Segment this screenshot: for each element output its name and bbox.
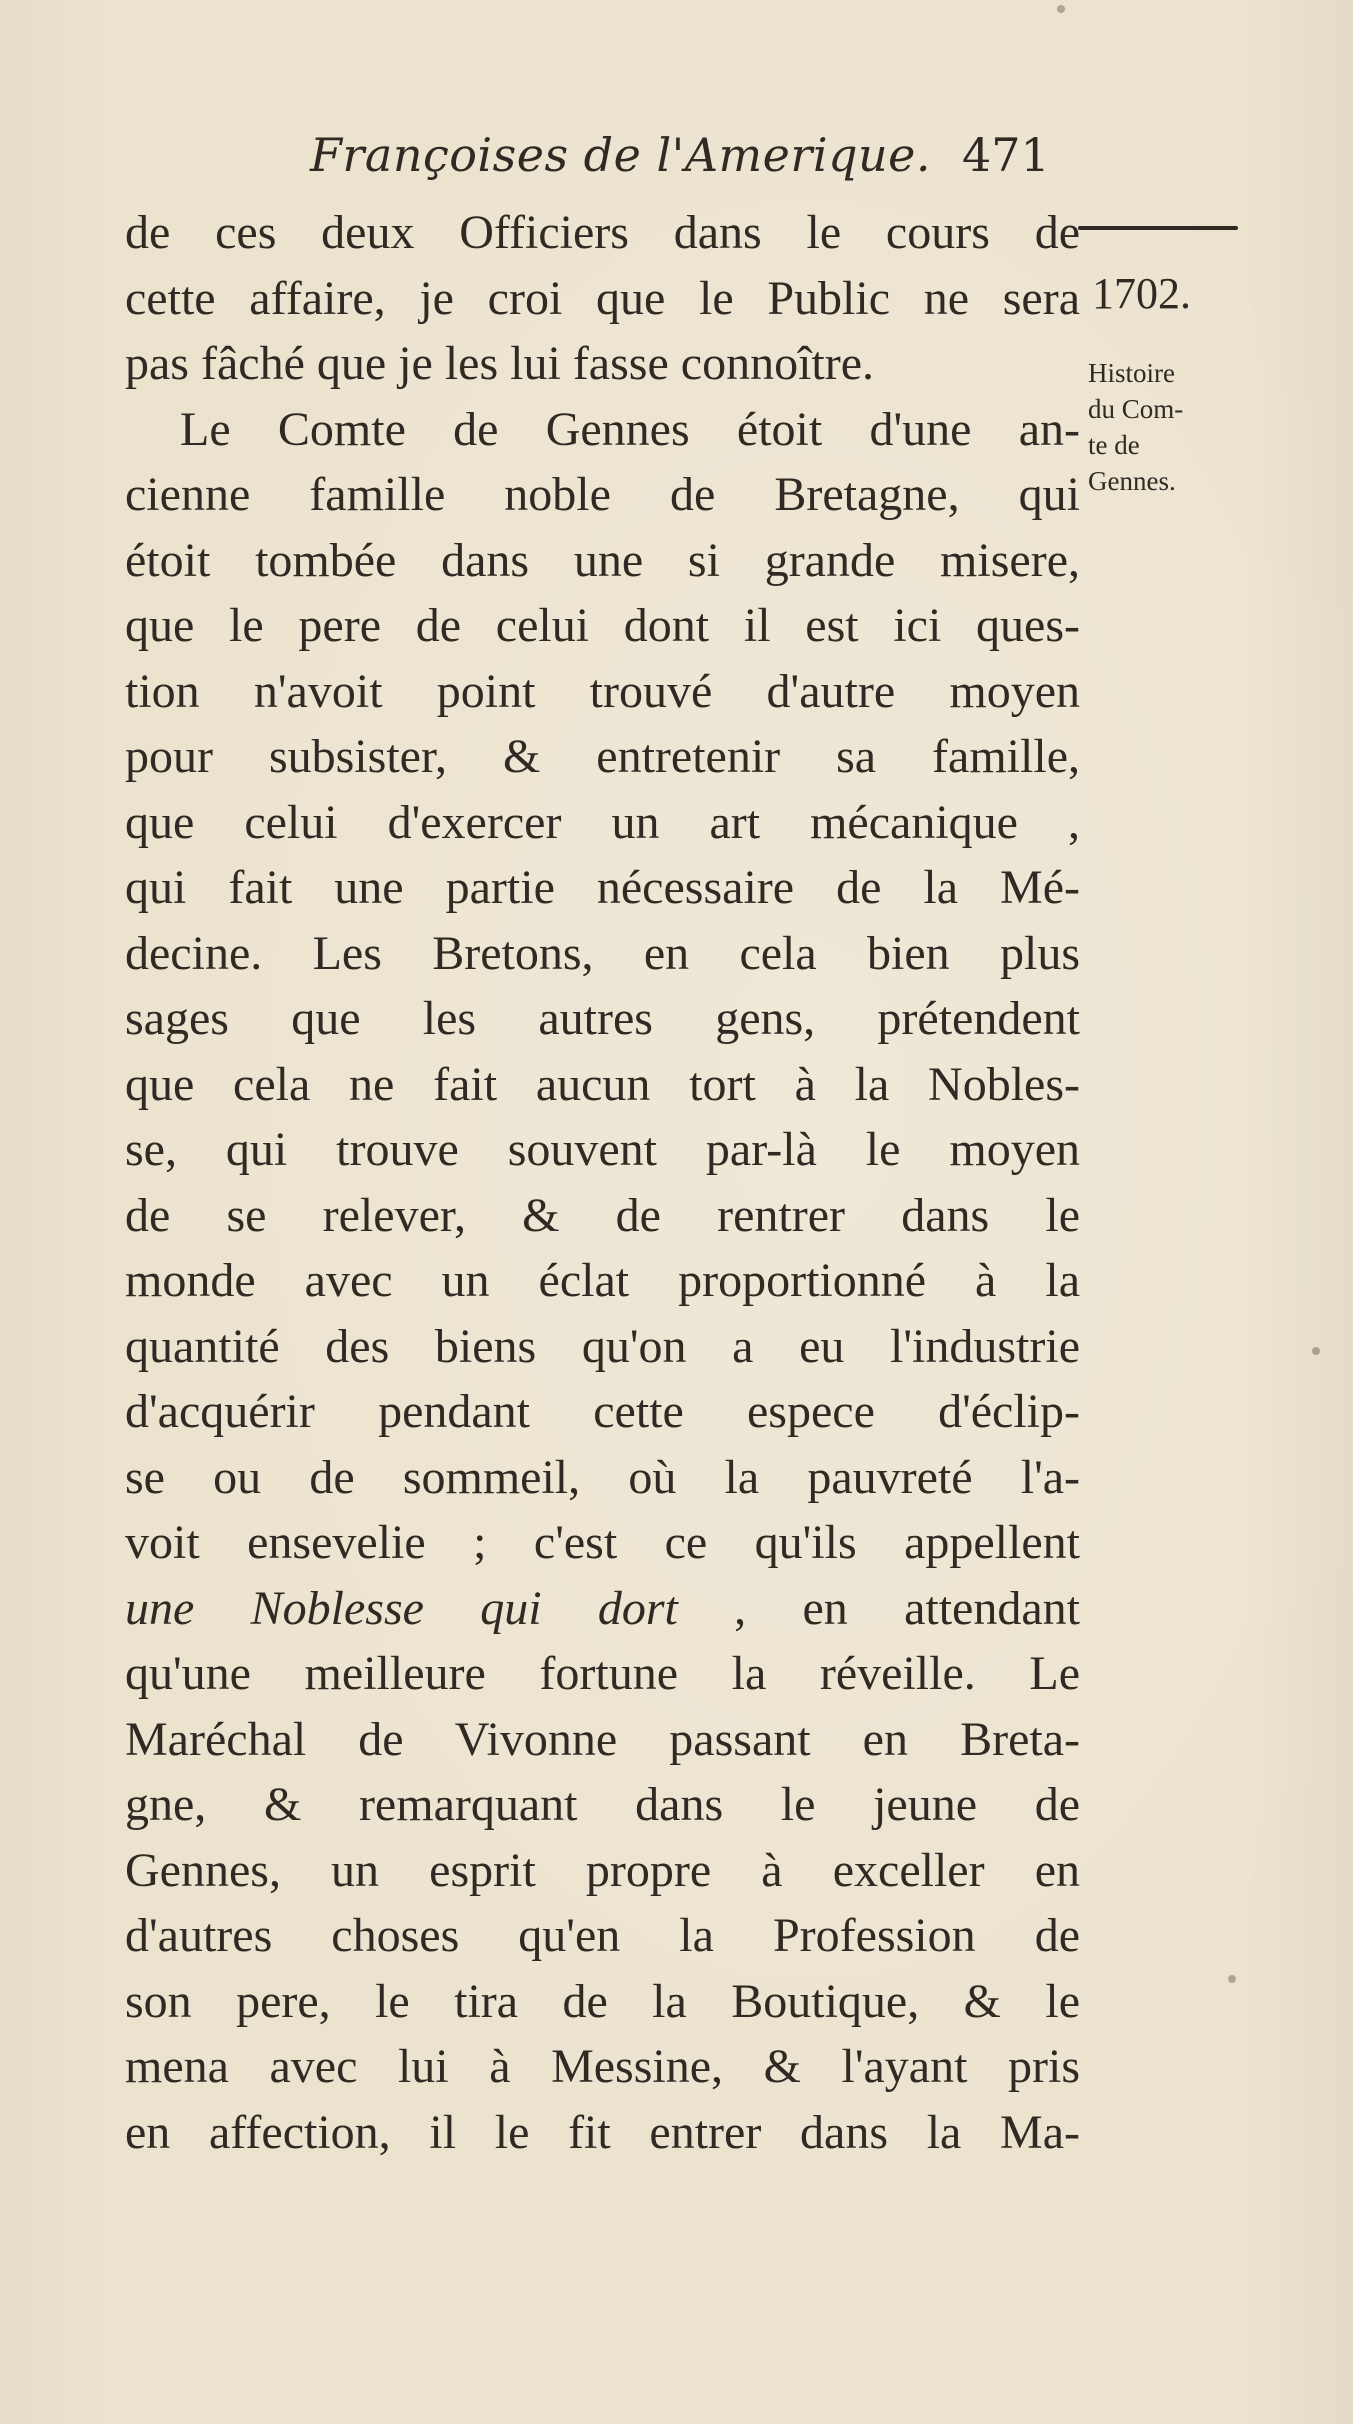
text-line: decine. Les Bretons, en cela bien plus — [125, 926, 1080, 980]
text-line: qu'une meilleure fortune la réveille. Le — [125, 1647, 1080, 1700]
margin-year: 1702. — [1092, 269, 1191, 318]
text-line: gne, & remarquant dans le jeune de — [125, 1778, 1080, 1831]
text-line: cette affaire, je croi que le Public ne sera — [125, 271, 1080, 325]
text-line: d'autres choses qu'en la Profession de — [125, 1909, 1080, 1962]
text-line: se ou de sommeil, où la pauvreté l'a- — [125, 1450, 1080, 1504]
italic-phrase: une Noblesse qui dort — [125, 1581, 678, 1635]
text-line: mena avec lui à Messine, & l'ayant pris — [125, 2040, 1080, 2093]
text-line: Gennes, un esprit propre à exceller en — [125, 1843, 1080, 1897]
body-text — [125, 200, 1080, 2165]
text-line: pas fâché que je les lui fasse connoître. — [125, 337, 875, 390]
paper-speck — [1228, 1975, 1236, 1983]
paragraph-start-line: Le Comte de Gennes étoit d'une an- — [180, 402, 1080, 456]
text-line: de ces deux Officiers dans le cours de — [125, 206, 1080, 259]
margin-note-line: du Com- — [1088, 394, 1184, 424]
text-line: son pere, le tira de la Boutique, & le — [125, 1974, 1080, 2028]
text-line: que celui d'exercer un art mécanique , — [125, 795, 1080, 849]
text-line: que cela ne fait aucun tort à la Nobles- — [125, 1057, 1080, 1111]
text-line: en affection, il le fit entrer dans la Ma- — [125, 2105, 1080, 2159]
text-line: que le pere de celui dont il est ici ques- — [125, 599, 1080, 652]
text-line: voit ensevelie ; c'est ce qu'ils appellent — [125, 1516, 1080, 1569]
margin-note — [1088, 355, 1238, 499]
text-line: d'acquérir pendant cette espece d'éclip- — [125, 1385, 1080, 1438]
paper-speck — [1312, 1347, 1320, 1355]
margin-note-line: Histoire — [1088, 358, 1175, 388]
text-line: cienne famille noble de Bretagne, qui — [125, 468, 1080, 521]
text-line: monde avec un éclat proportionné à la — [125, 1254, 1080, 1307]
italic-phrase-line — [125, 1576, 1080, 1642]
text-line: pour subsister, & entretenir sa famille, — [125, 730, 1080, 783]
text-line: tion n'avoit point trouvé d'autre moyen — [125, 664, 1080, 718]
margin-note-line: Gennes. — [1088, 466, 1176, 496]
margin-note-line: te de — [1088, 430, 1140, 460]
page-number: 471 — [962, 128, 1050, 182]
text-line: de se relever, & de rentrer dans le — [125, 1188, 1080, 1242]
text-line: qui fait une partie nécessaire de la Mé- — [125, 861, 1080, 914]
italic-line-rest: , en attendant — [734, 1581, 1080, 1635]
paper-speck — [1057, 5, 1065, 13]
margin-rule — [1078, 226, 1238, 230]
text-line: quantité des biens qu'on a eu l'industrie — [125, 1319, 1080, 1373]
text-line: sages que les autres gens, prétendent — [125, 992, 1080, 1045]
text-line: se, qui trouve souvent par-là le moyen — [125, 1123, 1080, 1176]
running-title: Françoises de l'Amerique. — [310, 128, 932, 182]
text-line: Maréchal de Vivonne passant en Breta- — [125, 1712, 1080, 1766]
text-line: étoit tombée dans une si grande misere, — [125, 533, 1080, 587]
